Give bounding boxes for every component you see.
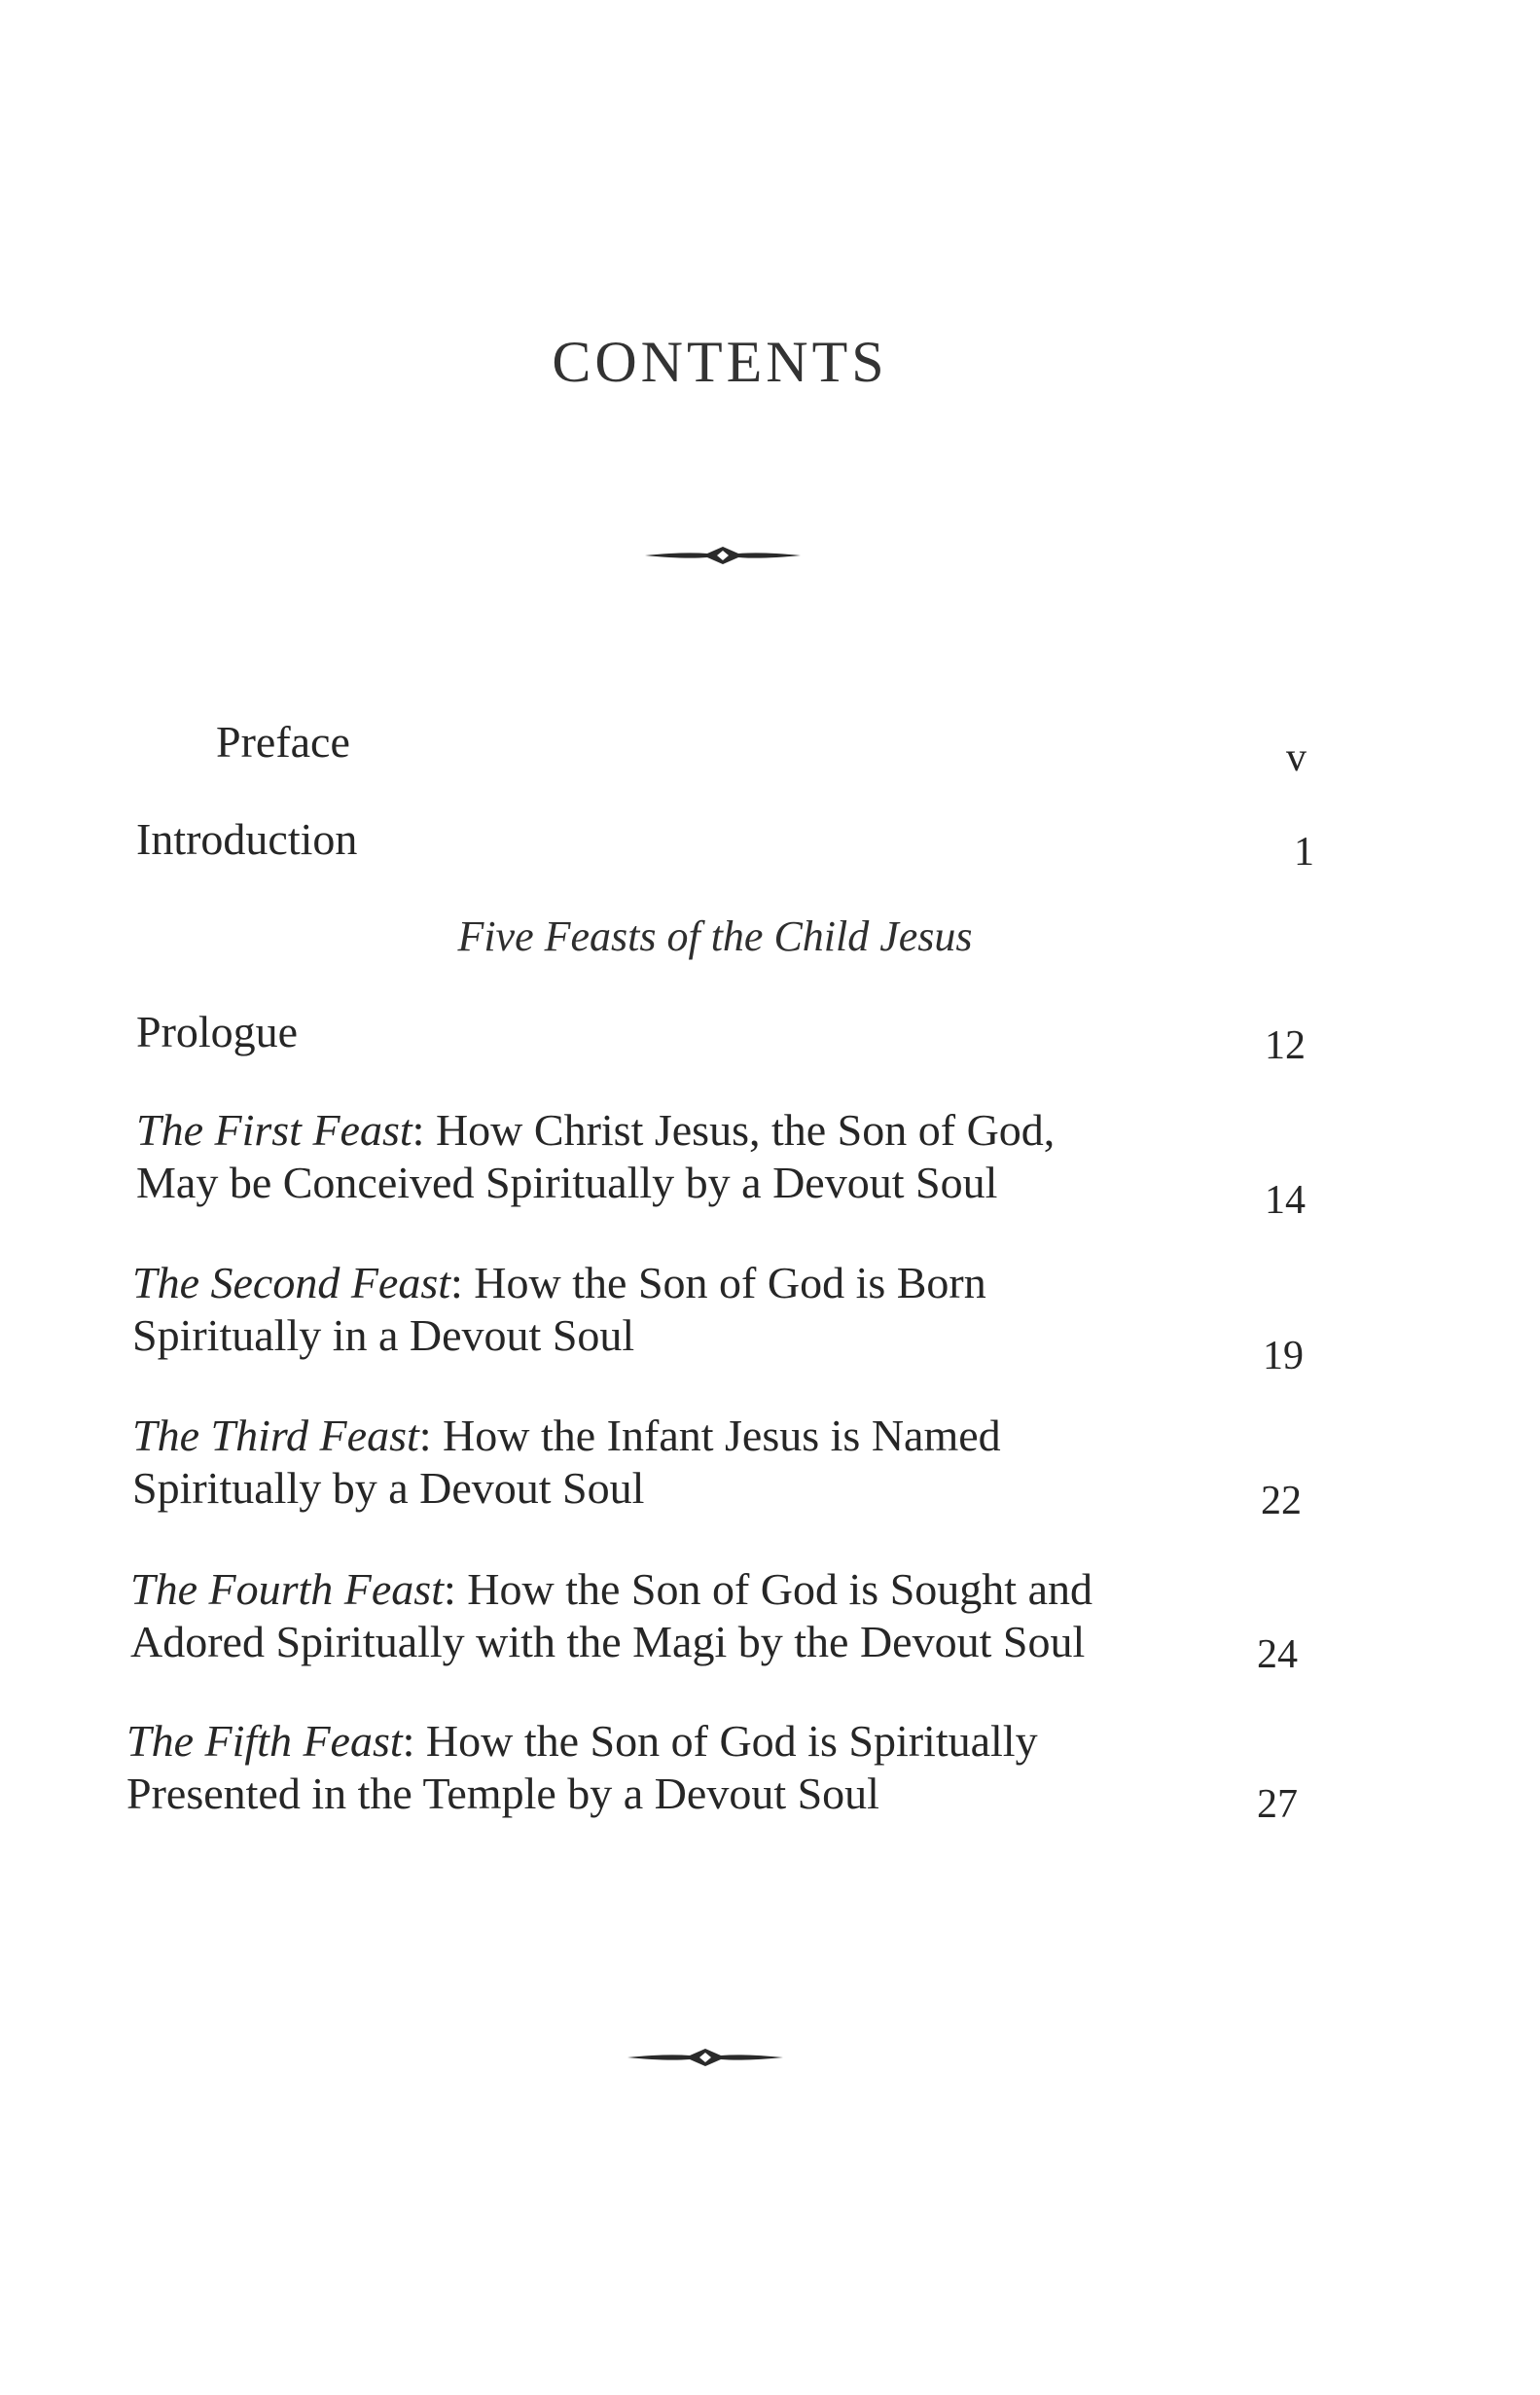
page-number: 27 bbox=[1257, 1782, 1298, 1827]
toc-entry-fifth-feast[interactable] bbox=[126, 1715, 1038, 1820]
section-heading: Five Feasts of the Child Jesus bbox=[457, 912, 973, 960]
entry-line-1 bbox=[132, 1410, 1001, 1462]
feast-label: The Fifth Feast bbox=[126, 1716, 403, 1766]
toc-entry-introduction[interactable] bbox=[136, 813, 357, 866]
entry-title-text: : How the Son of God is Born bbox=[450, 1258, 986, 1307]
page-number: 1 bbox=[1294, 830, 1314, 875]
entry-line-1 bbox=[130, 1563, 1092, 1616]
entry-line-2: Spiritually by a Devout Soul bbox=[132, 1463, 645, 1513]
entry-title-text: : How Christ Jesus, the Son of God, bbox=[412, 1105, 1056, 1155]
page-number: 24 bbox=[1257, 1632, 1298, 1677]
entry-title-text: : How the Infant Jesus is Named bbox=[418, 1411, 1001, 1460]
page-number: 14 bbox=[1265, 1178, 1306, 1223]
entry-line-2: Adored Spiritually with the Magi by the Devout Soul bbox=[130, 1617, 1086, 1666]
toc-entry-prologue[interactable] bbox=[136, 1006, 298, 1058]
toc-entry-second-feast[interactable] bbox=[132, 1257, 986, 1362]
entry-line-2: Presented in the Temple by a Devout Soul bbox=[126, 1769, 879, 1818]
page-number: 12 bbox=[1265, 1023, 1306, 1068]
entry-line-1 bbox=[132, 1257, 986, 1309]
entry-title-text: : How the Son of God is Sought and bbox=[443, 1564, 1092, 1614]
ornamental-rule-icon bbox=[645, 541, 801, 570]
entry-title-text: Prologue bbox=[136, 1007, 299, 1056]
toc-entry-third-feast[interactable] bbox=[132, 1410, 1001, 1515]
page-number: 22 bbox=[1261, 1479, 1302, 1523]
toc-entry-fourth-feast[interactable] bbox=[130, 1563, 1092, 1668]
entry-line-2: Spiritually in a Devout Soul bbox=[132, 1310, 635, 1360]
entry-title-text: : How the Son of God is Spiritually bbox=[402, 1716, 1038, 1766]
entry-line-1 bbox=[136, 1104, 1055, 1157]
entry-title-text: Introduction bbox=[136, 814, 358, 864]
feast-label: The First Feast bbox=[136, 1105, 412, 1155]
entry-line-2: May be Conceived Spiritually by a Devout Soul bbox=[136, 1158, 998, 1207]
page-number: v bbox=[1286, 735, 1307, 780]
feast-label: The Third Feast bbox=[132, 1411, 419, 1460]
page-title: CONTENTS bbox=[552, 330, 888, 394]
feast-label: The Second Feast bbox=[132, 1258, 451, 1307]
feast-label: The Fourth Feast bbox=[130, 1564, 444, 1614]
page-number: 19 bbox=[1263, 1334, 1304, 1378]
ornamental-rule-icon bbox=[627, 2043, 783, 2072]
entry-line-1 bbox=[126, 1715, 1038, 1768]
toc-entry-first-feast[interactable] bbox=[136, 1104, 1055, 1209]
toc-entry-preface[interactable] bbox=[216, 716, 350, 769]
entry-title-text: Preface bbox=[216, 717, 350, 767]
